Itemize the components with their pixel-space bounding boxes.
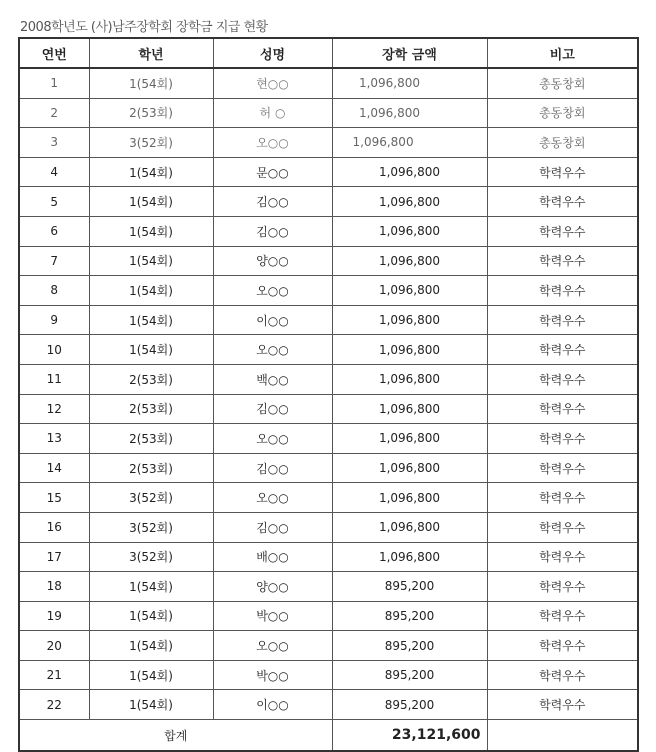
row-name: 김○○: [213, 394, 332, 424]
table-row: [19, 246, 638, 276]
table-row: [19, 690, 638, 720]
row-no: 18: [19, 572, 89, 602]
table-row: [19, 424, 638, 454]
header-no: 연번: [19, 38, 89, 68]
table-row: [19, 216, 638, 246]
row-amount: 1,096,800: [332, 157, 487, 187]
row-grade: 1(54회): [89, 335, 213, 365]
document-caption: 2008학년도 (사)남주장학회 장학금 지급 현황: [20, 20, 268, 35]
row-name: 문○○: [213, 157, 332, 187]
row-no: 3: [19, 128, 89, 158]
table-row: [19, 631, 638, 661]
row-amount: 1,096,800: [332, 128, 487, 158]
row-note: 학력우수: [487, 246, 638, 276]
table-row: [19, 453, 638, 483]
header-grade: 학년: [89, 38, 213, 68]
row-name: 오○○: [213, 483, 332, 513]
table-row: [19, 364, 638, 394]
row-grade: 1(54회): [89, 276, 213, 306]
row-grade: 3(52회): [89, 128, 213, 158]
row-amount: 1,096,800: [332, 394, 487, 424]
row-grade: 3(52회): [89, 512, 213, 542]
row-note: 총동창회: [487, 98, 638, 128]
header-note: 비고: [487, 38, 638, 68]
row-no: 6: [19, 216, 89, 246]
row-no: 2: [19, 98, 89, 128]
row-name: 박○○: [213, 601, 332, 631]
row-no: 11: [19, 364, 89, 394]
row-grade: 1(54회): [89, 305, 213, 335]
row-no: 12: [19, 394, 89, 424]
row-no: 4: [19, 157, 89, 187]
row-no: 16: [19, 512, 89, 542]
row-note: 학력우수: [487, 394, 638, 424]
row-amount: 895,200: [332, 631, 487, 661]
header-amount: 장학 금액: [332, 38, 487, 68]
row-grade: 2(53회): [89, 424, 213, 454]
row-grade: 2(53회): [89, 364, 213, 394]
total-amount: 23,121,600: [332, 720, 487, 752]
row-grade: 1(54회): [89, 660, 213, 690]
row-note: 학력우수: [487, 601, 638, 631]
row-amount: 1,096,800: [332, 68, 487, 98]
row-grade: 2(53회): [89, 98, 213, 128]
row-grade: 1(54회): [89, 157, 213, 187]
row-grade: 1(54회): [89, 246, 213, 276]
row-amount: 1,096,800: [332, 187, 487, 217]
row-amount: 895,200: [332, 690, 487, 720]
scholarship-table: [18, 37, 639, 752]
row-grade: 1(54회): [89, 601, 213, 631]
row-no: 22: [19, 690, 89, 720]
table-row: [19, 601, 638, 631]
row-note: 학력우수: [487, 542, 638, 572]
row-amount: 1,096,800: [332, 335, 487, 365]
row-name: 박○○: [213, 660, 332, 690]
row-name: 이○○: [213, 690, 332, 720]
row-no: 21: [19, 660, 89, 690]
row-name: 양○○: [213, 246, 332, 276]
row-name: 오○○: [213, 424, 332, 454]
row-note: 총동창회: [487, 128, 638, 158]
table-row: [19, 98, 638, 128]
row-name: 김○○: [213, 216, 332, 246]
row-amount: 1,096,800: [332, 483, 487, 513]
row-amount: 1,096,800: [332, 364, 487, 394]
table-row: [19, 187, 638, 217]
table-row: [19, 572, 638, 602]
row-grade: 1(54회): [89, 216, 213, 246]
row-note: 학력우수: [487, 483, 638, 513]
row-grade: 2(53회): [89, 453, 213, 483]
row-note: 학력우수: [487, 305, 638, 335]
row-grade: 3(52회): [89, 542, 213, 572]
row-name: 김○○: [213, 512, 332, 542]
row-name: 김○○: [213, 187, 332, 217]
row-amount: 895,200: [332, 660, 487, 690]
row-no: 17: [19, 542, 89, 572]
row-amount: 1,096,800: [332, 246, 487, 276]
row-note: 학력우수: [487, 660, 638, 690]
row-amount: 1,096,800: [332, 98, 487, 128]
row-note: 학력우수: [487, 187, 638, 217]
row-grade: 1(54회): [89, 690, 213, 720]
row-no: 20: [19, 631, 89, 661]
total-note: [487, 720, 638, 752]
row-amount: 1,096,800: [332, 216, 487, 246]
row-name: 오○○: [213, 631, 332, 661]
row-name: 양○○: [213, 572, 332, 602]
row-no: 15: [19, 483, 89, 513]
row-note: 학력우수: [487, 690, 638, 720]
row-note: 학력우수: [487, 572, 638, 602]
row-amount: 1,096,800: [332, 453, 487, 483]
row-no: 8: [19, 276, 89, 306]
row-no: 5: [19, 187, 89, 217]
row-note: 학력우수: [487, 631, 638, 661]
table-row: [19, 512, 638, 542]
row-note: 학력우수: [487, 364, 638, 394]
row-grade: 2(53회): [89, 394, 213, 424]
row-note: 총동창회: [487, 68, 638, 98]
row-note: 학력우수: [487, 335, 638, 365]
row-amount: 1,096,800: [332, 305, 487, 335]
row-grade: 1(54회): [89, 187, 213, 217]
header-name: 성명: [213, 38, 332, 68]
row-no: 10: [19, 335, 89, 365]
row-note: 학력우수: [487, 424, 638, 454]
row-no: 19: [19, 601, 89, 631]
row-amount: 1,096,800: [332, 542, 487, 572]
row-amount: 895,200: [332, 601, 487, 631]
row-name: 허 ○: [213, 98, 332, 128]
table-row: [19, 305, 638, 335]
row-note: 학력우수: [487, 157, 638, 187]
row-name: 백○○: [213, 364, 332, 394]
row-no: 14: [19, 453, 89, 483]
row-amount: 1,096,800: [332, 424, 487, 454]
row-no: 7: [19, 246, 89, 276]
table-row: [19, 68, 638, 98]
header-row: [19, 38, 638, 68]
row-note: 학력우수: [487, 512, 638, 542]
row-no: 1: [19, 68, 89, 98]
row-note: 학력우수: [487, 276, 638, 306]
row-name: 오○○: [213, 276, 332, 306]
table-row: [19, 394, 638, 424]
row-amount: 895,200: [332, 572, 487, 602]
table-row: [19, 157, 638, 187]
row-grade: 1(54회): [89, 68, 213, 98]
row-name: 이○○: [213, 305, 332, 335]
row-name: 배○○: [213, 542, 332, 572]
table-row: [19, 542, 638, 572]
row-amount: 1,096,800: [332, 276, 487, 306]
row-name: 현○○: [213, 68, 332, 98]
row-note: 학력우수: [487, 216, 638, 246]
row-no: 13: [19, 424, 89, 454]
row-amount: 1,096,800: [332, 512, 487, 542]
row-grade: 3(52회): [89, 483, 213, 513]
total-row: [19, 720, 638, 752]
row-grade: 1(54회): [89, 572, 213, 602]
table-row: [19, 335, 638, 365]
table-row: [19, 276, 638, 306]
row-name: 김○○: [213, 453, 332, 483]
table-body: [19, 68, 638, 720]
row-name: 오○○: [213, 128, 332, 158]
table-row: [19, 128, 638, 158]
row-name: 오○○: [213, 335, 332, 365]
row-grade: 1(54회): [89, 631, 213, 661]
total-label: 합계: [19, 720, 332, 752]
row-note: 학력우수: [487, 453, 638, 483]
table-row: [19, 660, 638, 690]
row-no: 9: [19, 305, 89, 335]
table-row: [19, 483, 638, 513]
